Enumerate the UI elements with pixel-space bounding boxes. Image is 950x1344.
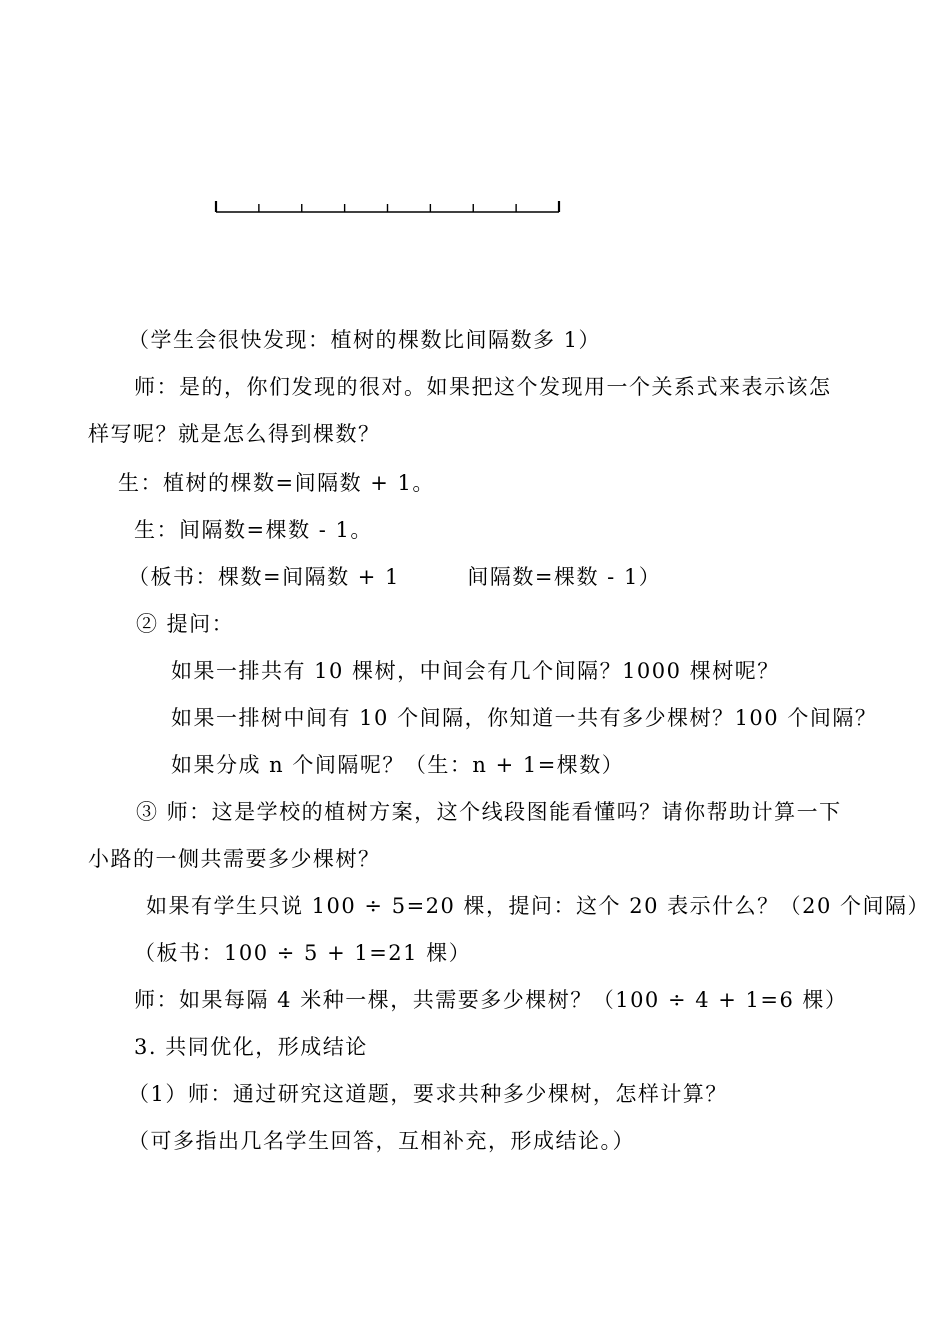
text-line-6: （板书：棵数=间隔数 + 1 间隔数=棵数 - 1） bbox=[128, 565, 662, 589]
text-line-15: 师：如果每隔 4 米种一棵，共需要多少棵树？（100 ÷ 4 + 1=6 棵） bbox=[134, 988, 848, 1012]
text-line-2: 师：是的，你们发现的很对。如果把这个发现用一个关系式来表示该怎 bbox=[134, 375, 832, 399]
text-line-8: 如果一排共有 10 棵树，中间会有几个间隔？1000 棵树呢？ bbox=[171, 659, 780, 683]
text-line-17: （1）师：通过研究这道题，要求共种多少棵树，怎样计算？ bbox=[128, 1082, 728, 1106]
segment-line-diagram bbox=[0, 0, 950, 260]
text-line-14: （板书：100 ÷ 5 + 1=21 棵） bbox=[134, 941, 472, 965]
text-line-10: 如果分成 n 个间隔呢？（生：n + 1=棵数） bbox=[171, 753, 625, 777]
text-line-12: 小路的一侧共需要多少棵树？ bbox=[88, 847, 381, 871]
text-line-9: 如果一排树中间有 10 个间隔，你知道一共有多少棵树？100 个间隔？ bbox=[171, 706, 878, 730]
text-line-11: ③ 师：这是学校的植树方案，这个线段图能看懂吗？请你帮助计算一下 bbox=[136, 800, 842, 824]
text-line-3: 样写呢？就是怎么得到棵数？ bbox=[88, 422, 381, 446]
text-line-5: 生：间隔数=棵数 - 1。 bbox=[134, 518, 373, 542]
text-line-16: 3. 共同优化，形成结论 bbox=[134, 1035, 368, 1059]
text-line-7: ② 提问： bbox=[136, 612, 235, 636]
text-line-13: 如果有学生只说 100 ÷ 5=20 棵，提问：这个 20 表示什么？（20 个间隔） bbox=[146, 894, 931, 918]
text-line-4: 生：植树的棵数=间隔数 + 1。 bbox=[118, 471, 435, 495]
text-line-18: （可多指出几名学生回答，互相补充，形成结论。） bbox=[128, 1129, 635, 1153]
text-line-1: （学生会很快发现：植树的棵数比间隔数多 1） bbox=[128, 328, 602, 352]
